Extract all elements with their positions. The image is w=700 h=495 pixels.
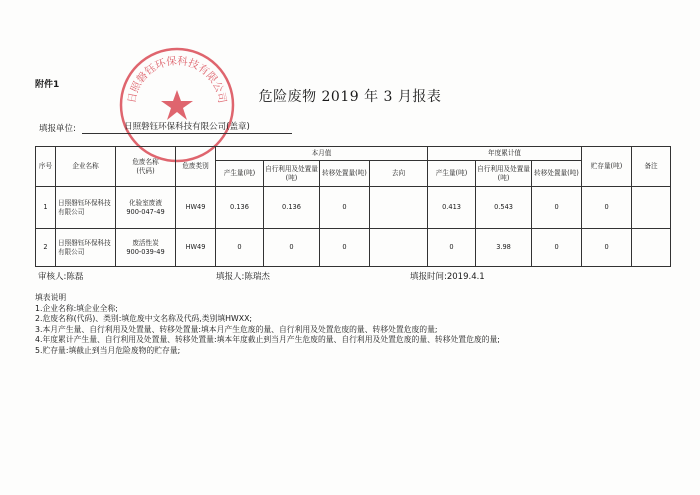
- attachment-label: 附件1: [35, 80, 60, 90]
- row-month-produced: 0: [216, 229, 264, 267]
- header-year-produced: 产生量(吨): [428, 161, 476, 187]
- header-row-top: [36, 147, 671, 161]
- instruction-item: 1.企业名称:填企业全称;: [35, 303, 118, 313]
- header-category: 危废类别: [176, 147, 216, 187]
- row-category: HW49: [176, 229, 216, 267]
- row-waste-name: 废活性炭 900-039-49: [116, 229, 176, 267]
- row-storage: 0: [582, 187, 632, 229]
- filler-signature: 填报人:陈瑞杰: [216, 272, 270, 282]
- header-company: 企业名称: [56, 147, 116, 187]
- header-month-produced: 产生量(吨): [216, 161, 264, 187]
- row-month-transferred: 0: [320, 187, 370, 229]
- instruction-item: 3.本月产生量、自行利用及处置量、转移处置量:填本月产生危废的量、自行利用及处置危废的量、转移处置危废的量;: [35, 324, 438, 334]
- header-year-self-used: 自行利用及处置量(吨): [476, 161, 532, 187]
- row-month-self-used: 0.136: [264, 187, 320, 229]
- row-year-produced: 0: [428, 229, 476, 267]
- row-month-produced: 0.136: [216, 187, 264, 229]
- header-year-group: 年度累计值: [428, 147, 582, 161]
- header-year-transferred: 转移处置量(吨): [532, 161, 582, 187]
- row-seq: 2: [36, 229, 56, 267]
- row-remarks: [632, 229, 671, 267]
- header-month-destination: 去向: [370, 161, 428, 187]
- row-company: 日照磐钰环保科技有限公司: [56, 229, 116, 267]
- row-year-self-used: 0.543: [476, 187, 532, 229]
- row-remarks: [632, 187, 671, 229]
- instruction-item: 2.危废名称(代码)、类别:填危废中文名称及代码,类别填HWXX;: [35, 314, 253, 324]
- filer-value: 日照磐钰环保科技有限公司(盖章): [82, 120, 292, 134]
- header-seq: 序号: [36, 147, 56, 187]
- row-month-destination: [370, 187, 428, 229]
- fill-date: 填报时间:2019.4.1: [410, 272, 485, 282]
- waste-report-table: [35, 146, 671, 267]
- row-waste-name: 化验室废液 900-047-49: [116, 187, 176, 229]
- instructions: [35, 293, 500, 357]
- row-company: 日照磐钰环保科技有限公司: [56, 187, 116, 229]
- row-year-self-used: 3.98: [476, 229, 532, 267]
- table-row: [36, 187, 671, 229]
- reviewer-signature: 审核人:陈磊: [38, 272, 84, 282]
- header-waste-name: 危废名称 (代码): [116, 147, 176, 187]
- instruction-item: 4.年度累计产生量、自行利用及处置量、转移处置量:填本年度截止到当月产生危废的量、自行利用及处置危废的量、转移处置危废的量;: [35, 335, 500, 345]
- row-month-self-used: 0: [264, 229, 320, 267]
- header-remarks: 备注: [632, 147, 671, 187]
- seal-text: 日照磐钰环保科技有限公司: [125, 55, 229, 105]
- header-storage: 贮存量(吨): [582, 147, 632, 187]
- row-month-transferred: 0: [320, 229, 370, 267]
- row-storage: 0: [582, 229, 632, 267]
- row-seq: 1: [36, 187, 56, 229]
- header-month-group: 本月值: [216, 147, 428, 161]
- row-year-transferred: 0: [532, 229, 582, 267]
- row-category: HW49: [176, 187, 216, 229]
- filer-label: 填报单位:: [39, 124, 76, 134]
- instruction-item: 5.贮存量:填截止到当月危险废物的贮存量;: [35, 345, 181, 355]
- header-month-transferred: 转移处置量(吨): [320, 161, 370, 187]
- header-month-self-used: 自行利用及处置量(吨): [264, 161, 320, 187]
- row-month-destination: [370, 229, 428, 267]
- row-year-transferred: 0: [532, 187, 582, 229]
- row-year-produced: 0.413: [428, 187, 476, 229]
- instructions-title: 填表说明: [35, 293, 67, 302]
- table-row: [36, 229, 671, 267]
- report-title: 危险废物 2019 年 3 月报表: [258, 89, 442, 105]
